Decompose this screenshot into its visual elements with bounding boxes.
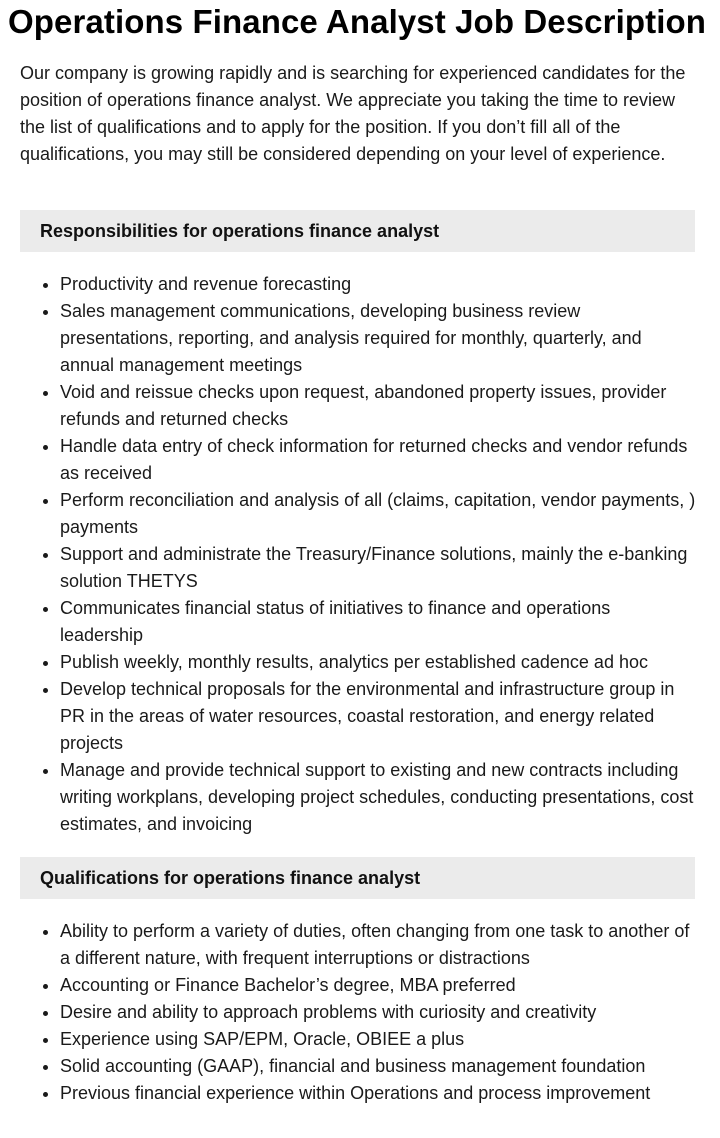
list-item: • Productivity and revenue forecasting: [60, 271, 698, 298]
responsibilities-heading: Responsibilities for operations finance analyst: [20, 210, 695, 252]
list-item: • Develop technical proposals for the environmental and infrastructure group in PR in the areas of water resources, coastal restoration, and energy related projects: [60, 676, 698, 757]
list-item: • Perform reconciliation and analysis of all (claims, capitation, vendor payments, ) payments: [60, 487, 698, 541]
qualifications-heading: Qualifications for operations finance analyst: [20, 857, 695, 899]
list-item: • Support and administrate the Treasury/Finance solutions, mainly the e-banking solution THETYS: [60, 541, 698, 595]
responsibilities-list: [20, 271, 698, 838]
list-item: • Ability to perform a variety of duties, often changing from one task to another of a different nature, with frequent interruptions or distractions: [60, 918, 698, 972]
page-title: Operations Finance Analyst Job Description: [8, 3, 706, 40]
list-item: • Manage and provide technical support to existing and new contracts including writing workplans, developing project schedules, conducting presentations, cost estimates, and invoicing: [60, 757, 698, 838]
qualifications-list: [20, 918, 698, 1107]
list-item: • Handle data entry of check information for returned checks and vendor refunds as received: [60, 433, 698, 487]
list-item: • Experience using SAP/EPM, Oracle, OBIEE a plus: [60, 1026, 698, 1053]
list-item: • Solid accounting (GAAP), financial and business management foundation: [60, 1053, 698, 1080]
intro-paragraph: Our company is growing rapidly and is searching for experienced candidates for the position of operations finance analyst. We appreciate you taking the time to review the list of qualifications and to apply for the position. If you don’t fill all of the qualifications, you may still be considered depending on your level of experience.: [20, 63, 686, 164]
list-item: • Previous financial experience within Operations and process improvement: [60, 1080, 698, 1107]
list-item: • Accounting or Finance Bachelor’s degree, MBA preferred: [60, 972, 698, 999]
list-item: • Publish weekly, monthly results, analytics per established cadence ad hoc: [60, 649, 698, 676]
list-item: • Desire and ability to approach problems with curiosity and creativity: [60, 999, 698, 1026]
list-item: • Void and reissue checks upon request, abandoned property issues, provider refunds and returned checks: [60, 379, 698, 433]
list-item: • Communicates financial status of initiatives to finance and operations leadership: [60, 595, 698, 649]
list-item: • Sales management communications, developing business review presentations, reporting, and analysis required for monthly, quarterly, and annual management meetings: [60, 298, 698, 379]
